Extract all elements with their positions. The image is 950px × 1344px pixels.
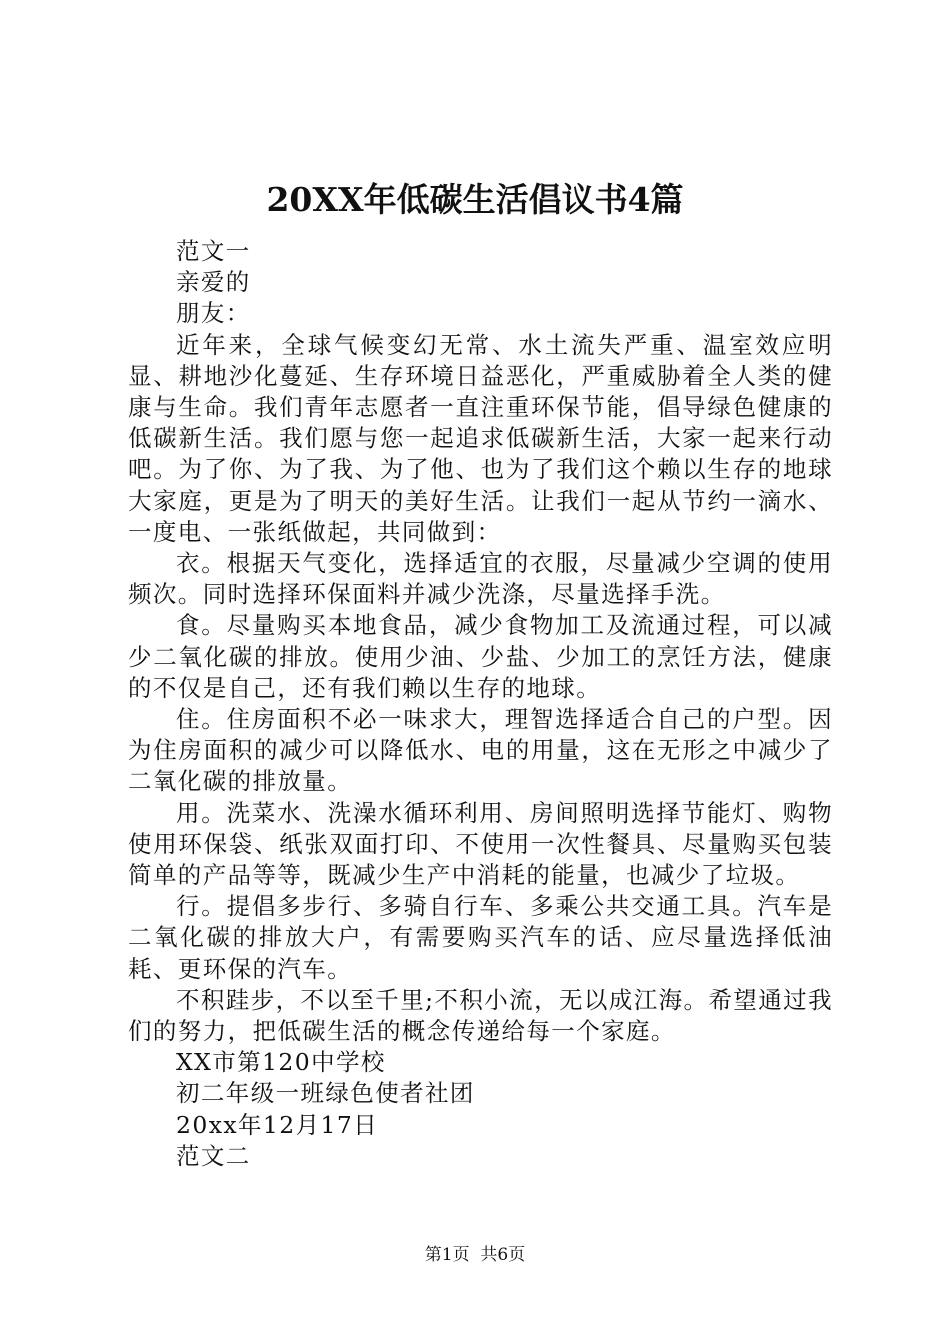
paragraph-housing: 住。住房面积不必一味求大，理智选择适合自己的户型。因为住房面积的减少可以降低水、电的用量，这在无形之中减少了二氧化碳的排放量。 — [128, 705, 833, 796]
signature-date: 20xx年12月17日 — [176, 1110, 379, 1139]
page-total: 共6页 — [480, 1245, 526, 1265]
salutation-line-2: 朋友： — [176, 299, 251, 328]
section-label: 范文一 — [176, 237, 251, 265]
next-section-label: 范文二 — [176, 1141, 251, 1170]
paragraph-food: 食。尽量购买本地食品，减少食物加工及流通过程，可以减少二氧化碳的排放。使用少油、少盐、少加工的烹饪方法，健康的不仅是自己，还有我们赖以生存的地球。 — [128, 611, 833, 702]
paragraph-intro: 近年来，全球气候变幻无常、水土流失严重、温室效应明显、耕地沙化蔓延、生存环境日益恶化，严重威胁着全人类的健康与生命。我们青年志愿者一直注重环保节能，倡导绿色健康的低碳新生活。我们愿与您一起追求低碳新生活，大家一起来行动吧。为了你、为了我、为了他、也为了我们这个赖以生存的地球大家庭，更是为了明天的美好生活。让我们一起从节约一滴水、一度电、一张纸做起，共同做到： — [128, 330, 833, 546]
signature-club: 初二年级一班绿色使者社团 — [176, 1079, 475, 1108]
salutation-line-1: 亲爱的 — [176, 268, 251, 297]
document-body — [128, 236, 833, 1172]
page-number: 第1页 — [424, 1245, 470, 1265]
signature-school: XX市第120中学校 — [176, 1048, 386, 1077]
document-title: 20XX年低碳生活倡议书4篇 — [266, 180, 684, 219]
paragraph-clothing: 衣。根据天气变化，选择适宜的衣服，尽量减少空调的使用频次。同时选择环保面料并减少洗涤，尽量选择手洗。 — [128, 549, 833, 609]
paragraph-travel: 行。提倡多步行、多骑自行车、多乘公共交通工具。汽车是二氧化碳的排放大户，有需要购买汽车的话、应尽量选择低油耗、更环保的汽车。 — [128, 892, 833, 983]
paragraph-closing: 不积跬步，不以至千里;不积小流，无以成江海。希望通过我们的努力，把低碳生活的概念传递给每一个家庭。 — [128, 985, 833, 1046]
paragraph-usage: 用。洗菜水、洗澡水循环利用、房间照明选择节能灯、购物使用环保袋、纸张双面打印、不使用一次性餐具、尽量购买包装简单的产品等等，既减少生产中消耗的能量，也减少了垃圾。 — [128, 798, 833, 890]
page-footer — [0, 1245, 950, 1265]
